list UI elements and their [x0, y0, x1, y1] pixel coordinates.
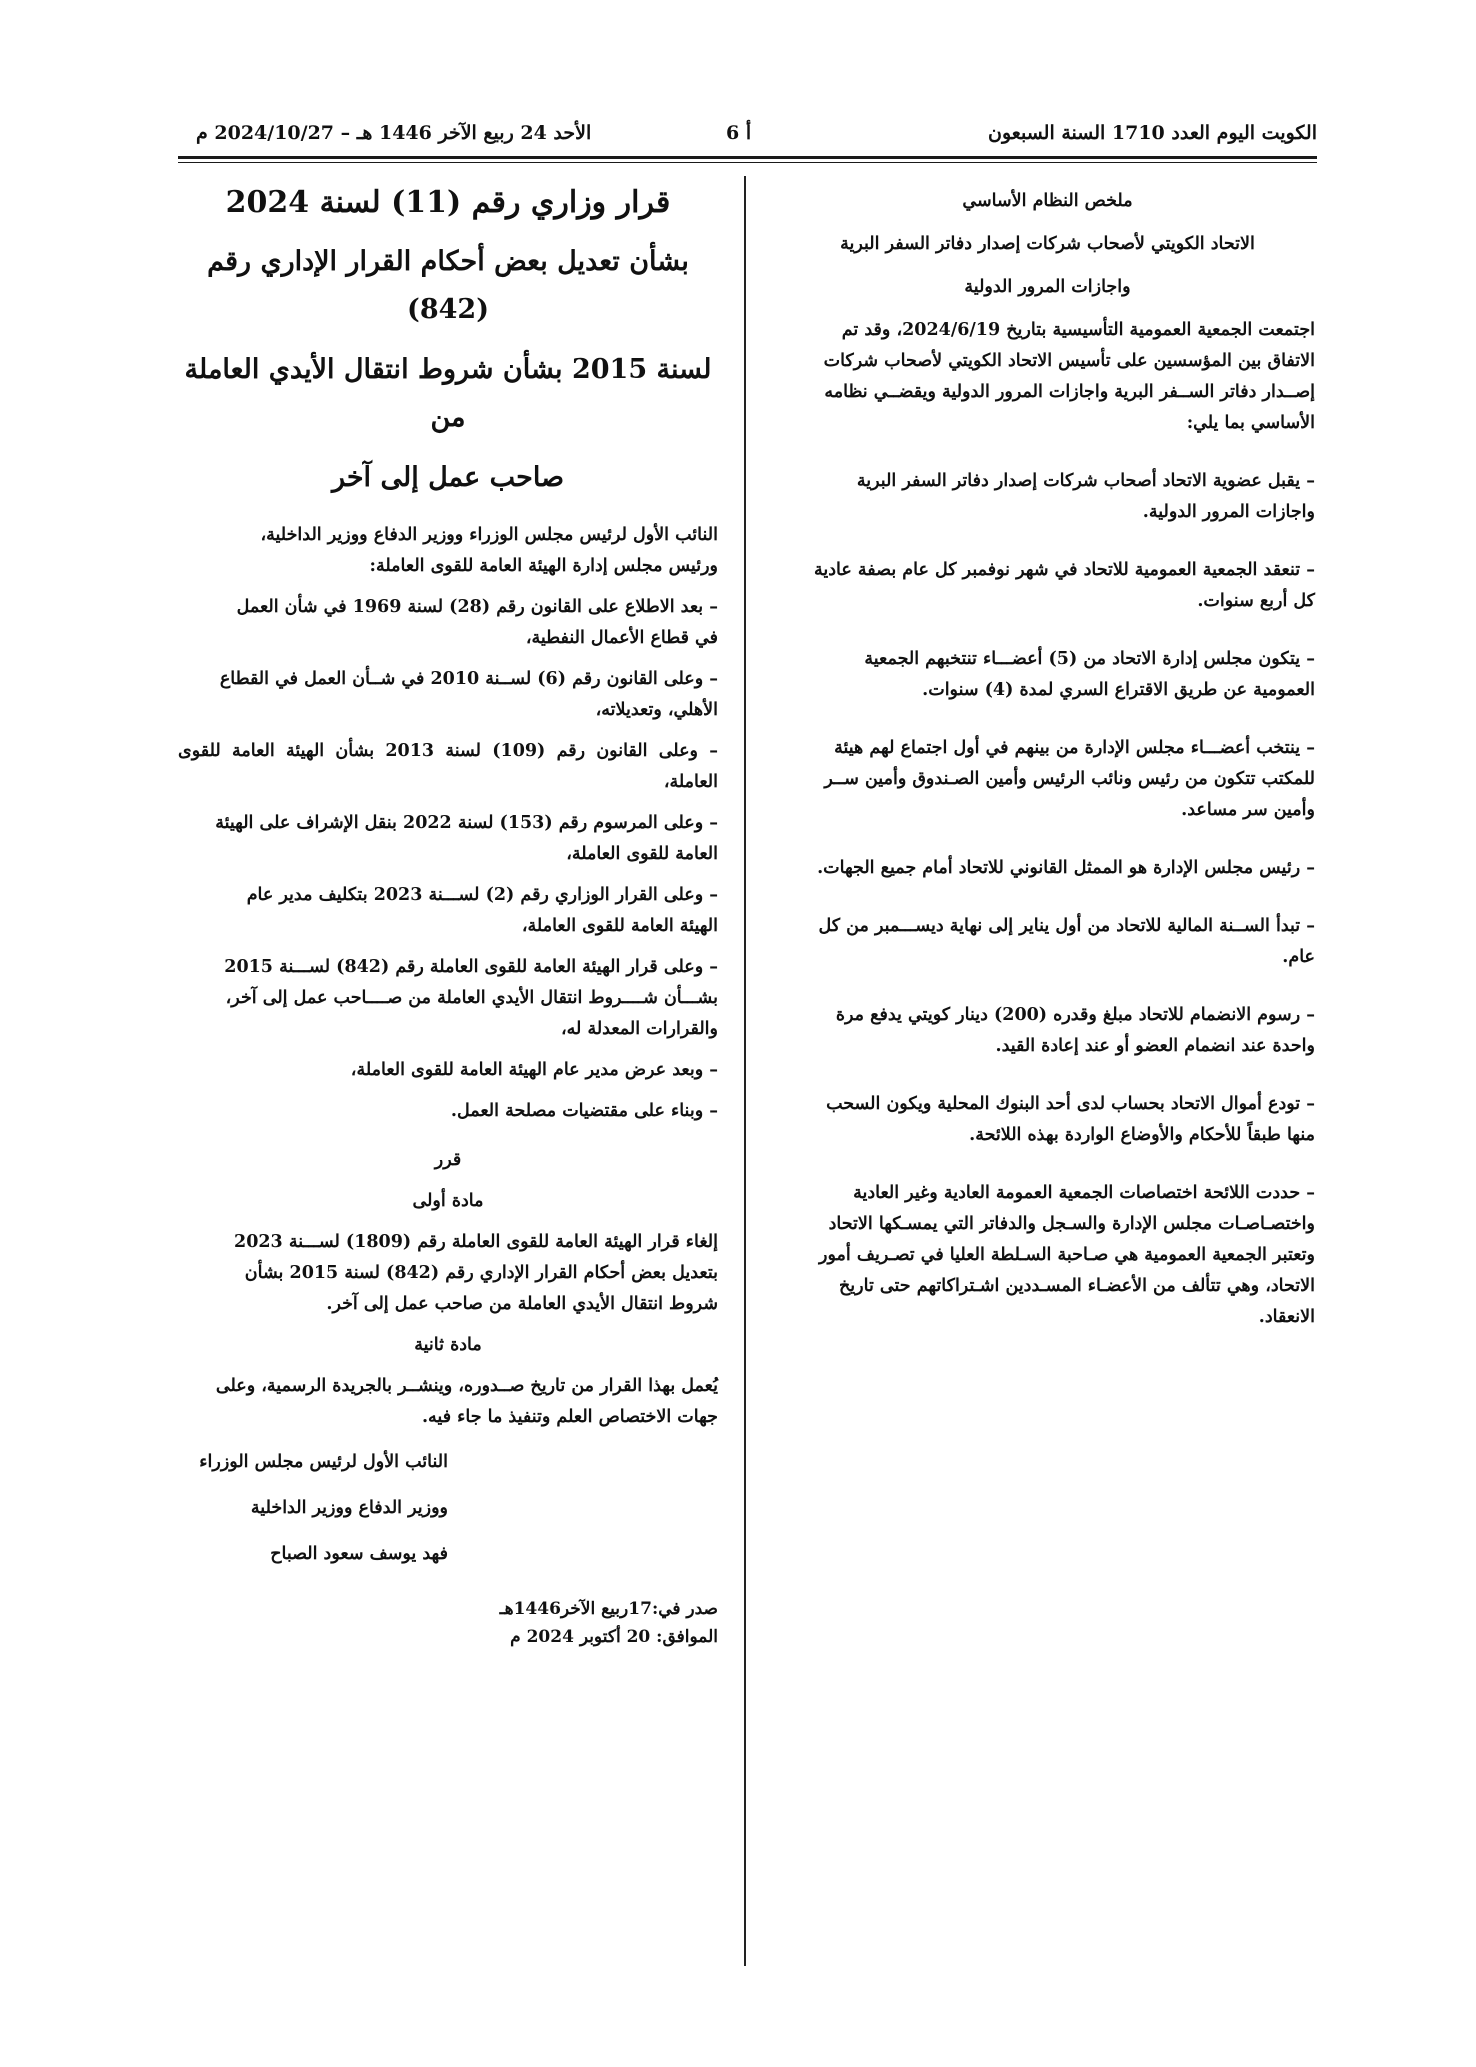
signature-title: النائب الأول لرئيس مجلس الوزراء [199, 1452, 448, 1472]
summary-intro-line: الاتفاق بين المؤسسين على تأسيس الاتحاد الكويتي لأصحاب شركات [823, 351, 1315, 371]
summary-intro [780, 315, 1315, 439]
decision-preamble [178, 520, 718, 582]
item-line: وتعتبر الجمعية العمومية هي صـاحبة السـلطة العليا في تصـريف أمور [819, 1245, 1315, 1265]
signature-title-2: ووزير الدفاع ووزير الداخلية [250, 1498, 448, 1518]
item-line: – تودع أموال الاتحاد بحساب لدى أحد البنوك المحلية ويكون السحب [826, 1094, 1315, 1114]
article-line: إلغاء قرار الهيئة العامة للقوى العاملة رقم (1809) لســـنة 2023 [234, 1232, 718, 1252]
signature-name: فهد يوسف سعود الصباح [270, 1544, 448, 1564]
item-line: واحدة عند انضمام العضو أو عند إعادة القيد. [995, 1036, 1315, 1056]
summary-item-fees [780, 1000, 1315, 1062]
recital-line: الهيئة العامة للقوى العاملة، [521, 916, 718, 936]
summary-intro-line: الأساسي بما يلي: [1186, 413, 1315, 433]
item-line: واختصـاصـات مجلس الإدارة والسـجل والدفاتر التي يمسـكها الاتحاد [828, 1214, 1315, 1234]
article-1-heading: مادة أولى [412, 1191, 484, 1211]
summary-item-fiscal-year [780, 911, 1315, 973]
item-line: العمومية عن طريق الاقتراع السري لمدة (4) سنوات. [922, 680, 1315, 700]
item-line: – رسوم الانضمام للاتحاد مبلغ وقدره (200) دينار كويتي يدفع مرة [835, 1005, 1315, 1025]
recital-law-6 [178, 664, 718, 726]
article-line: بتعديل بعض أحكام القرار الإداري رقم (842) لسنة 2015 بشأن [244, 1263, 718, 1283]
summary-subtitle-2: واجازات المرور الدولية [964, 277, 1131, 297]
recital-line: – وعلى القانون رقم (109) لسنة 2013 بشأن الهيئة العامة للقوى العاملة، [178, 741, 719, 792]
header-page-number: أ 6 [726, 122, 752, 144]
recital-decree-153 [178, 808, 718, 870]
recital-line: في قطاع الأعمال النفطية، [525, 628, 718, 648]
recital-decision-842 [178, 952, 718, 1045]
column-divider [744, 176, 746, 1966]
recital-line: – بعد الاطلاع على القانون رقم (28) لسنة 1969 في شأن العمل [236, 597, 718, 617]
corresponding-date: الموافق: 20 أكتوبر 2024 م [510, 1627, 718, 1647]
item-line: – يتكون مجلس إدارة الاتحاد من (5) أعضـــاء تنتخبهم الجمعية [864, 649, 1315, 669]
left-column [178, 178, 718, 1651]
recital-ministerial-2 [178, 880, 718, 942]
header-issue: الكويت اليوم العدد 1710 السنة السبعون [988, 122, 1317, 144]
item-line: كل أربع سنوات. [1197, 591, 1315, 611]
recital-line: – وبعد عرض مدير عام الهيئة العامة للقوى العاملة، [350, 1060, 718, 1080]
preamble-line: ورئيس مجلس إدارة الهيئة العامة للقوى العاملة: [369, 556, 718, 576]
item-line: – تنعقد الجمعية العمومية للاتحاد في شهر نوفمبر كل عام بصفة عادية [814, 560, 1315, 580]
summary-item-office [780, 733, 1315, 826]
article-2-body [178, 1371, 718, 1433]
item-line: للمكتب تتكون من رئيس ونائب الرئيس وأمين الصـندوق وأمين ســر [824, 769, 1315, 789]
article-line: شروط انتقال الأيدي العاملة من صاحب عمل إلى آخر. [326, 1294, 718, 1314]
summary-item-chairman [780, 853, 1315, 884]
header-date: الأحد 24 ربيع الآخر 1446 هـ – 2024/10/27 م [196, 122, 592, 144]
summary-item-membership [780, 466, 1315, 528]
item-line: الاتحاد، وهي تتألف من الأعضـاء المسـددين اشـتراكاتهم حتى تاريخ [839, 1276, 1315, 1296]
item-line: الانعقاد. [1258, 1307, 1315, 1327]
summary-intro-line: إصــدار دفاتر الســفر البرية واجازات المرور الدولية ويقضــي نظامه [824, 382, 1315, 402]
decided-heading: قرر [434, 1150, 462, 1170]
decision-subtitle-line: بشأن تعديل بعض أحكام القرار الإداري رقم (842) [207, 246, 689, 325]
item-line: – تبدأ الســنة المالية للاتحاد من أول يناير إلى نهاية ديســـمبر من كل [818, 916, 1315, 936]
recital-line: – وعلى القرار الوزاري رقم (2) لســـنة 2023 بتكليف مدير عام [246, 885, 718, 905]
recital-line: الأهلي، وتعديلاته، [595, 700, 718, 720]
header-rule-thin [178, 162, 1317, 163]
signature-block [178, 1447, 718, 1569]
recital-line: بشـــأن شــــروط انتقال الأيدي العاملة من صــــاحب عمل إلى آخر، [225, 988, 718, 1008]
summary-title: ملخص النظام الأساسي [962, 191, 1133, 211]
recital-line: والقرارات المعدلة له، [560, 1019, 718, 1039]
article-2-heading: مادة ثانية [414, 1335, 482, 1355]
summary-item-general-assembly [780, 555, 1315, 617]
summary-item-competences [780, 1178, 1315, 1333]
article-line: جهات الاختصاص العلم وتنفيذ ما جاء فيه. [421, 1407, 718, 1427]
issue-dates [178, 1595, 718, 1651]
item-line: عام. [1282, 947, 1315, 967]
recital-line: – وبناء على مقتضيات مصلحة العمل. [450, 1101, 718, 1121]
decision-subtitle-line: لسنة 2015 بشأن شروط انتقال الأيدي العاملة من [184, 354, 712, 433]
recital-line: – وعلى المرسوم رقم (153) لسنة 2022 بنقل الإشراف على الهيئة [215, 813, 718, 833]
summary-item-funds [780, 1089, 1315, 1151]
item-line: – حددت اللائحة اختصاصات الجمعية العمومة العادية وغير العادية [853, 1183, 1315, 1203]
decision-title: قرار وزاري رقم (11) لسنة 2024 [225, 185, 671, 220]
recital-director-presentation [178, 1055, 718, 1086]
summary-item-board [780, 644, 1315, 706]
summary-subtitle-1: الاتحاد الكويتي لأصحاب شركات إصدار دفاتر السفر البرية [840, 234, 1255, 254]
recital-line: العامة للقوى العاملة، [566, 844, 718, 864]
item-line: واجازات المرور الدولية. [1142, 502, 1315, 522]
decision-subtitle-line: صاحب عمل إلى آخر [331, 462, 565, 493]
header-rule-thick [178, 156, 1317, 159]
recital-law-28 [178, 592, 718, 654]
page-header [178, 118, 1317, 158]
right-column [780, 178, 1315, 1333]
issued-date: صدر في:17ربيع الآخر1446هـ [499, 1599, 718, 1619]
item-line: منها طبقاً للأحكام والأوضاع الواردة بهذه اللائحة. [969, 1125, 1315, 1145]
preamble-line: النائب الأول لرئيس مجلس الوزراء ووزير الدفاع ووزير الداخلية، [260, 525, 718, 545]
article-line: يُعمل بهذا القرار من تاريخ صــدوره، وينشــر بالجريدة الرسمية، وعلى [215, 1376, 718, 1396]
item-line: – ينتخب أعضـــاء مجلس الإدارة من بينهم في أول اجتماع لهم هيئة [834, 738, 1315, 758]
recital-law-109 [178, 736, 718, 798]
item-line: – رئيس مجلس الإدارة هو الممثل القانوني للاتحاد أمام جميع الجهات. [817, 858, 1315, 878]
recital-line: – وعلى قرار الهيئة العامة للقوى العاملة رقم (842) لســـنة 2015 [224, 957, 718, 977]
article-1-body [178, 1227, 718, 1320]
item-line: – يقبل عضوية الاتحاد أصحاب شركات إصدار دفاتر السفر البرية [856, 471, 1315, 491]
summary-intro-line: اجتمعت الجمعية العمومية التأسيسية بتاريخ 2024/6/19، وقد تم [841, 320, 1315, 340]
recital-line: – وعلى القانون رقم (6) لســنة 2010 في شــأن العمل في القطاع [219, 669, 718, 689]
recital-work-interest [178, 1096, 718, 1127]
item-line: وأمين سر مساعد. [1181, 800, 1315, 820]
